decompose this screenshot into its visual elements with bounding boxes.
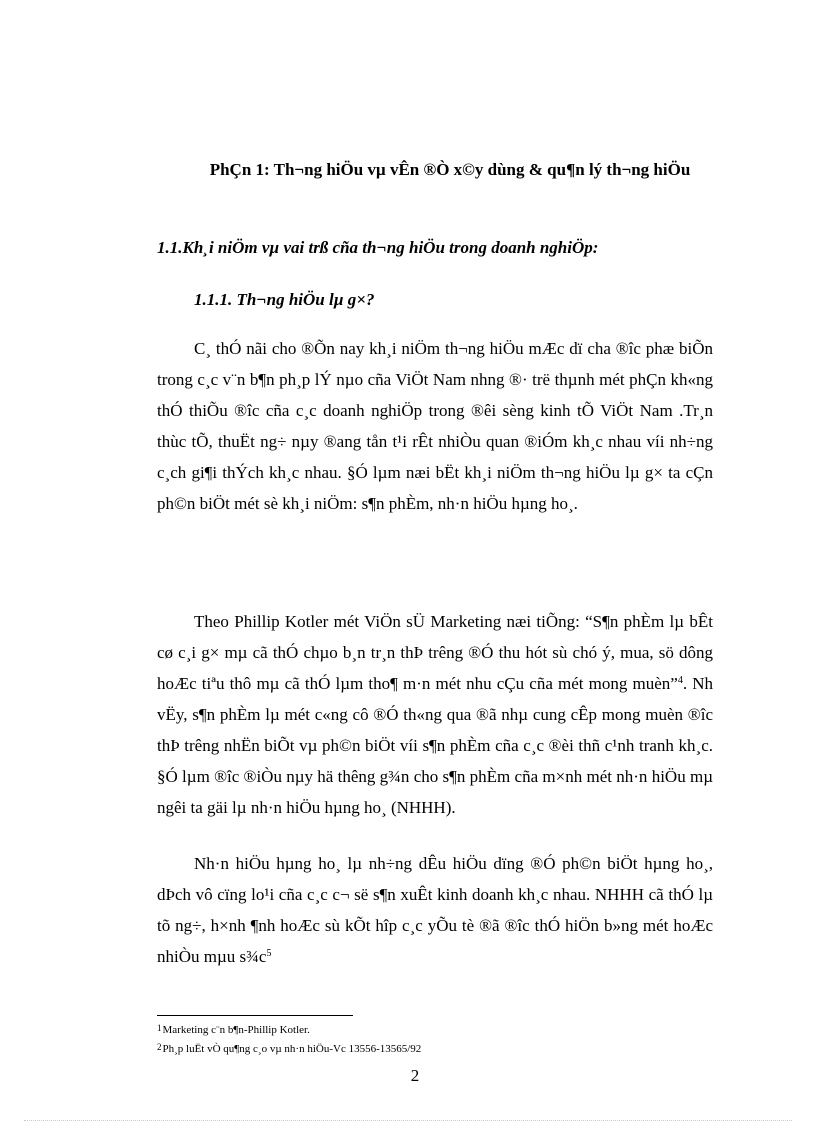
- paragraph-text: Theo Phillip Kotler mét ViÖn sÜ Marketing næi tiÕng: “S¶n phÈm lµ bÊt cø c¸i g× mµ cã thÓ chµo b¸n tr¸n thÞ trêng ®Ó thu hót sù chó ý, mua, sö dông hoÆc tiªu thô mµ cã thÓ lµm tho¶ m·n mét nhu cÇu cña mét mong muèn”: [157, 612, 713, 693]
- part-heading: PhÇn 1: Th¬ng hiÖu vµ vÊn ®Ò x©y dùng & qu¶n lý th¬ng hiÖu: [209, 160, 691, 179]
- footnote: [157, 1041, 421, 1056]
- subsection-title: 1.1.1. Th¬ng hiÖu lµ g×?: [194, 290, 375, 309]
- footnote-text: Ph¸p luËt vÒ qu¶ng c¸o vµ nh·n hiÖu-Vc 13556-13565/92: [162, 1043, 422, 1055]
- paragraph-kotler-definition: [157, 606, 713, 823]
- footnote-number: 1: [157, 1023, 162, 1033]
- paragraph-text: . Nh vËy, s¶n phÈm lµ mét c«ng cô ®Ó th«ng qua ®ã nhµ cung cÊp mong muèn ®îc thÞ trêng nhËn biÕt vµ ph©n biÖt víi s¶n phÈm cña c¸c ®èi thñ c¹nh tranh kh¸c. §Ó lµm ®îc ®iÒu nµy hä thêng g¾n cho s¶n phÈm cña m×nh mét nh·n hiÖu mµ ngêi ta gäi lµ nh·n hiÖu hµng ho¸ (NHHH).: [157, 674, 713, 817]
- footnote-text: Marketing c¨n b¶n-Phillip Kotler.: [162, 1024, 310, 1036]
- footnote-reference: 5: [266, 948, 272, 959]
- paragraph-text: Nh·n hiÖu hµng ho¸ lµ nh÷ng dÊu hiÖu dïng ®Ó ph©n biÖt hµng ho¸, dÞch vô cïng lo¹i cña c¸c c¬ së s¶n xuÊt kinh doanh kh¸c nhau. NHHH cã thÓ lµ tõ ng÷, h×nh ¶nh hoÆc sù kÕt hîp c¸c yÕu tè ®ã ®îc thÓ hiÖn b»ng mét hoÆc nhiÒu mµu s¾c: [157, 854, 713, 966]
- footnote-reference: 4: [677, 675, 683, 686]
- page-number: 2: [410, 1066, 420, 1085]
- footnote: [157, 1022, 310, 1037]
- footnote-divider: [157, 1015, 353, 1016]
- paragraph-trademark-definition: [157, 848, 713, 972]
- section-title: 1.1.Kh¸i niÖm vµ vai trß cña th¬ng hiÖu trong doanh nghiÖp:: [157, 238, 599, 257]
- footnote-number: 2: [157, 1042, 162, 1052]
- paragraph-concept: C¸ thÓ nãi cho ®Õn nay kh¸i niÖm th¬ng hiÖu mÆc dï cha ®îc phæ biÕn trong c¸c v¨n b¶n ph¸p lÝ nµo cña ViÖt Nam nhng ®· trë thµnh mét phÇn kh«ng thÓ thiÕu ®îc cña c¸c doanh nghiÖp trong ®êi sèng kinh tÕ ViÖt Nam .Tr¸n thùc tÕ, thuËt ng÷ nµy ®ang tån t¹i rÊt nhiÒu quan ®iÓm kh¸c nhau víi nh÷ng c¸ch gi¶i thÝch kh¸c nhau. §Ó lµm næi bËt kh¸i niÖm th¬ng hiÖu lµ g× ta cÇn ph©n biÖt mét sè kh¸i niÖm: s¶n phÈm, nh·n hiÖu hµng ho¸.: [157, 339, 713, 513]
- page-boundary: [24, 1120, 792, 1121]
